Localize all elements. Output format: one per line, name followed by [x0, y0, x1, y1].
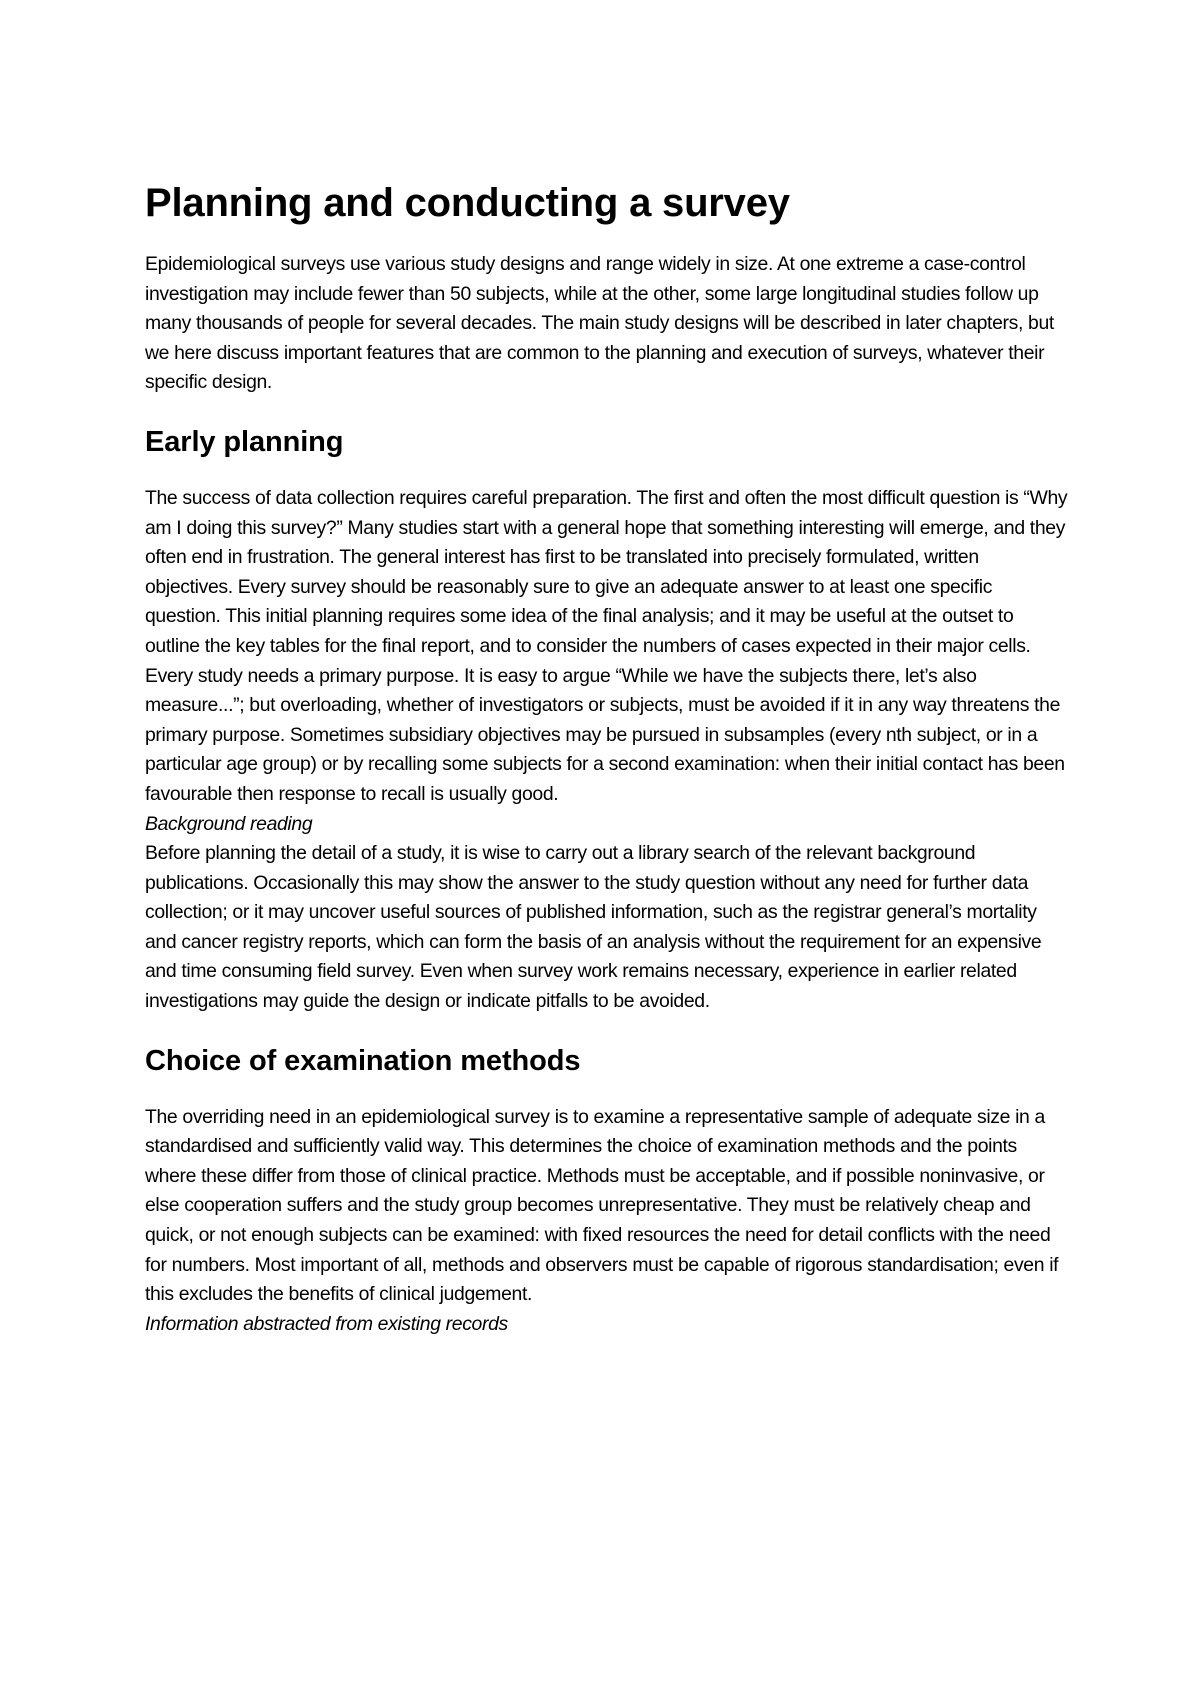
page-title: Planning and conducting a survey — [145, 181, 790, 225]
subheading-background-reading: Background reading — [145, 812, 313, 835]
section-heading-examination-methods: Choice of examination methods — [145, 1044, 581, 1077]
intro-paragraph: Epidemiological surveys use various study designs and range widely in size. At one extreme a case-control investigation may include fewer than 50 subjects, while at the other, some large longitudinal studies follow up many thousands of people for several decades. The main study designs will be described in later chapters, but we here discuss important features that are common to the planning and execution of surveys, whatever their specific design. — [145, 253, 1054, 394]
document-page — [145, 178, 1070, 1339]
examination-methods-paragraph: The overriding need in an epidemiological survey is to examine a representative sample of adequate size in a standardised and sufficiently valid way. This determines the choice of examination methods and the points where these differ from those of clinical practice. Methods must be acceptable, and if possible noninvasive, or else cooperation suffers and the study group becomes unrepresentative. They must be relatively cheap and quick, or not enough subjects can be examined: with fixed resources the need for detail conflicts with the need for numbers. Most important of all, methods and observers must be capable of rigorous standardisation; even if this excludes the benefits of clinical judgement. — [145, 1105, 1059, 1306]
subheading-existing-records: Information abstracted from existing records — [145, 1312, 508, 1335]
background-reading-paragraph: Before planning the detail of a study, it is wise to carry out a library search of the relevant background publications. Occasionally this may show the answer to the study question without any need for further data collection; or it may uncover useful sources of published information, such as the registrar general’s mortality and cancer registry reports, which can form the basis of an analysis without the requirement for an expensive and time consuming field survey. Even when survey work remains necessary, experience in earlier related investigations may guide the design or indicate pitfalls to be avoided. — [145, 842, 1042, 1013]
early-planning-paragraph-1: The success of data collection requires careful preparation. The first and often the most difficult question is “Why am I doing this survey?” Many studies start with a general hope that something interesting will emerge, and they often end in frustration. The general interest has first to be translated into precisely formulated, written objectives. Every survey should be reasonably sure to give an adequate answer to at least one specific question. This initial planning requires some idea of the final analysis; and it may be useful at the outset to outline the key tables for the final report, and to consider the numbers of cases expected in their major cells. — [145, 486, 1068, 657]
section-heading-early-planning: Early planning — [145, 425, 344, 458]
early-planning-paragraph-2: Every study needs a primary purpose. It is easy to argue “While we have the subjects there, let’s also measure...”; but overloading, whether of investigators or subjects, must be avoided if it in any way threatens the primary purpose. Sometimes subsidiary objectives may be pursued in subsamples (every nth subject, or in a particular age group) or by recalling some subjects for a second examination: when their initial contact has been favourable then response to recall is usually good. — [145, 664, 1065, 805]
